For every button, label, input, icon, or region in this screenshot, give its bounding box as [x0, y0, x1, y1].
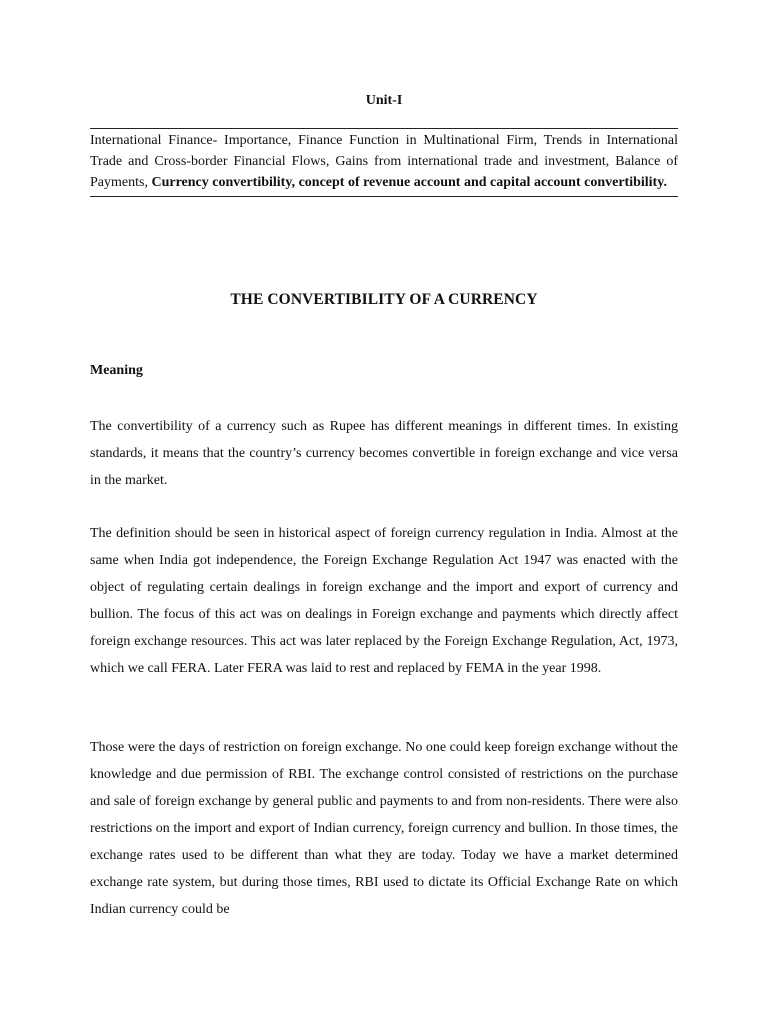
syllabus-box: [90, 128, 678, 197]
unit-title: Unit-I: [365, 93, 403, 108]
meaning-heading: Meaning: [90, 363, 143, 378]
paragraph-history: The definition should be seen in historical aspect of foreign currency regulation in India. Almost at the same when India got independence, the Foreign Exchange Regulation Act 1947 was enacted with the object of regulating certain dealings in foreign exchange and the import and export of currency and bullion. The focus of this act was on dealings in Foreign exchange and payments which directly affect foreign exchange resources. This act was later replaced by the Foreign Exchange Regulation, Act, 1973, which we call FERA. Later FERA was laid to rest and replaced by FEMA in the year 1998.: [90, 526, 678, 676]
paragraph-restrictions: Those were the days of restriction on foreign exchange. No one could keep foreign exchange without the knowledge and due permission of RBI. The exchange control consisted of restrictions on the purchase and sale of foreign exchange by general public and payments to and from non-residents. There were also restrictions on the import and export of Indian currency, foreign currency and bullion. In those times, the exchange rates used to be different than what they are today. Today we have a market determined exchange rate system, but during those times, RBI used to dictate its Official Exchange Rate on which Indian currency could be: [90, 740, 678, 917]
syllabus-highlight: Currency convertibility, concept of revenue account and capital account convertibility.: [151, 175, 667, 190]
section-title: THE CONVERTIBILITY OF A CURRENCY: [230, 291, 538, 308]
paragraph-meaning: The convertibility of a currency such as Rupee has different meanings in different times. In existing standards, it means that the country’s currency becomes convertible in foreign exchange and vice versa in the market.: [90, 419, 678, 488]
syllabus-topics: International Finance- Importance, Finance Function in Multinational Firm, Trends in International Trade and Cross-border Financial Flows, Gains from international trade and investment, Balance of Payments,: [90, 133, 678, 190]
